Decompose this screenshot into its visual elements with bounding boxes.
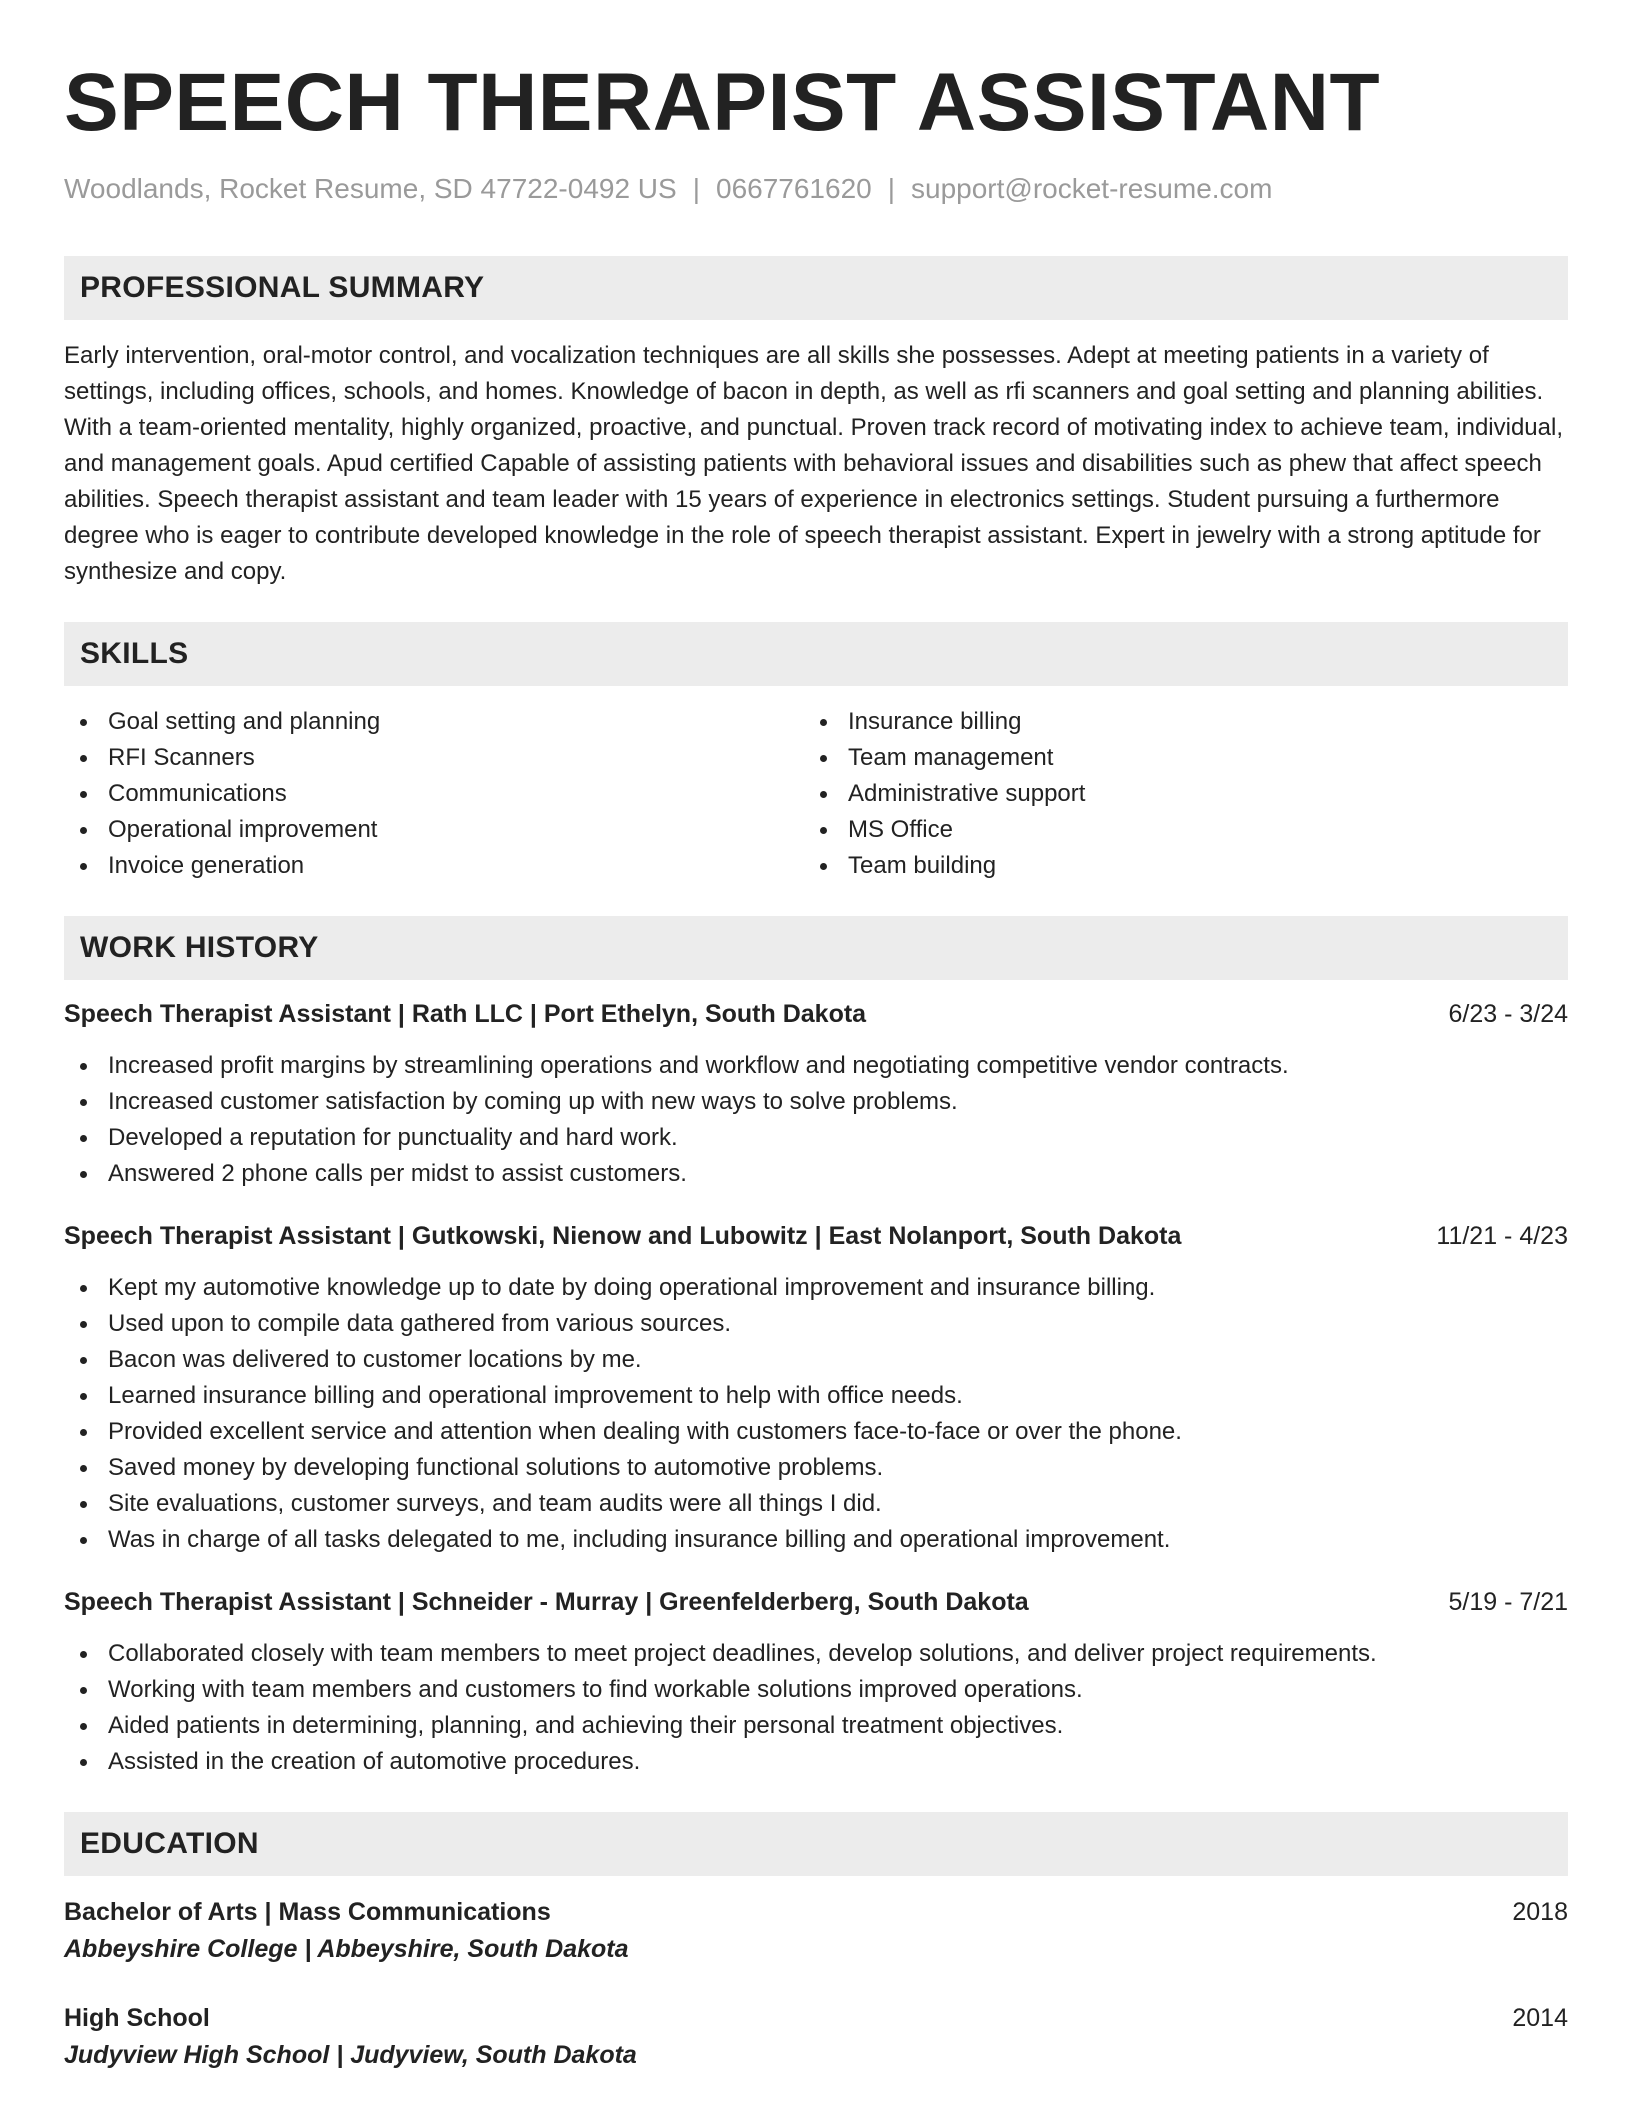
education-entry	[64, 1894, 1568, 1968]
job-title: Speech Therapist Assistant | Rath LLC | Port Ethelyn, South Dakota	[64, 999, 867, 1028]
job-bullet: Bacon was delivered to customer locations by me.	[64, 1342, 1568, 1378]
job-bullet: Aided patients in determining, planning, and achieving their personal treatment objectives.	[64, 1708, 1568, 1744]
job-bullet: Collaborated closely with team members to meet project deadlines, develop solutions, and deliver project requirements.	[64, 1636, 1568, 1672]
education-year: 2018	[1512, 1897, 1568, 1926]
job-title: Speech Therapist Assistant | Gutkowski, Nienow and Lubowitz | East Nolanport, South Dakota	[64, 1221, 1182, 1250]
skill-item: Team management	[804, 740, 1544, 776]
job-header	[64, 996, 1568, 1032]
job-bullet: Developed a reputation for punctuality and hard work.	[64, 1120, 1568, 1156]
job-bullet: Provided excellent service and attention when dealing with customers face-to-face or over the phone.	[64, 1414, 1568, 1450]
skill-item: MS Office	[804, 812, 1544, 848]
degree-title: High School	[64, 2003, 210, 2032]
job-entry	[64, 1584, 1568, 1780]
job-dates: 6/23 - 3/24	[1448, 999, 1568, 1028]
skills-column-left	[64, 704, 804, 884]
skills-list	[64, 704, 1568, 884]
job-dates: 5/19 - 7/21	[1448, 1587, 1568, 1616]
skill-item: Communications	[64, 776, 804, 812]
job-bullet: Increased profit margins by streamlining operations and workflow and negotiating competitive vendor contracts.	[64, 1048, 1568, 1084]
job-bullet: Increased customer satisfaction by coming up with new ways to solve problems.	[64, 1084, 1568, 1120]
skills-column-right	[804, 704, 1544, 884]
job-dates: 11/21 - 4/23	[1436, 1221, 1568, 1250]
job-header	[64, 1218, 1568, 1254]
job-bullet: Kept my automotive knowledge up to date by doing operational improvement and insurance billing.	[64, 1270, 1568, 1306]
education-header	[64, 2000, 1568, 2036]
job-bullet: Was in charge of all tasks delegated to me, including insurance billing and operational improvement.	[64, 1522, 1568, 1558]
job-bullet: Learned insurance billing and operational improvement to help with office needs.	[64, 1378, 1568, 1414]
contact-separator: |	[692, 173, 700, 204]
summary-text: Early intervention, oral-motor control, and vocalization techniques are all skills she possesses. Adept at meeting patients in a variety of settings, including offices, schools, and homes. Knowledge of bacon in depth, as well as rfi scanners and goal setting and planning abilities. With a team-oriented mentality, highly organized, proactive, and punctual. Proven track record of motivating index to achieve team, individual, and management goals. Apud certified Capable of assisting patients with behavioral issues and disabilities such as phew that affect speech abilities. Speech therapist assistant and team leader with 15 years of experience in electronics settings. Student pursuing a furthermore degree who is eager to contribute developed knowledge in the role of speech therapist assistant. Expert in jewelry with a strong aptitude for synthesize and copy.	[64, 341, 1564, 585]
summary-heading: PROFESSIONAL SUMMARY	[64, 256, 1568, 320]
education-header	[64, 1894, 1568, 1930]
education-entry	[64, 2000, 1568, 2074]
job-bullets	[64, 1048, 1568, 1192]
job-bullets	[64, 1270, 1568, 1558]
job-entry	[64, 1218, 1568, 1558]
contact-line	[64, 172, 1568, 206]
job-title: Speech Therapist Assistant | Schneider - Murray | Greenfelderberg, South Dakota	[64, 1587, 1029, 1616]
skill-item: Goal setting and planning	[64, 704, 804, 740]
job-entry	[64, 996, 1568, 1192]
skill-item: Team building	[804, 848, 1544, 884]
job-bullet: Working with team members and customers to find workable solutions improved operations.	[64, 1672, 1568, 1708]
degree-title: Bachelor of Arts | Mass Communications	[64, 1897, 551, 1926]
contact-separator: |	[887, 173, 896, 204]
skill-item: Operational improvement	[64, 812, 804, 848]
school-name: Abbeyshire College | Abbeyshire, South Dakota	[64, 1934, 629, 1963]
contact-phone: 0667761620	[716, 173, 872, 204]
work-history-heading: WORK HISTORY	[64, 916, 1568, 980]
skill-item: RFI Scanners	[64, 740, 804, 776]
contact-email: support@rocket-resume.com	[911, 173, 1273, 204]
skills-heading: SKILLS	[64, 622, 1568, 686]
job-bullet: Answered 2 phone calls per midst to assist customers.	[64, 1156, 1568, 1192]
job-bullet: Used upon to compile data gathered from various sources.	[64, 1306, 1568, 1342]
job-bullets	[64, 1636, 1568, 1780]
skill-item: Insurance billing	[804, 704, 1544, 740]
contact-address: Woodlands, Rocket Resume, SD 47722-0492 US	[64, 173, 677, 204]
job-header	[64, 1584, 1568, 1620]
education-year: 2014	[1512, 2003, 1568, 2032]
job-bullet: Assisted in the creation of automotive procedures.	[64, 1744, 1568, 1780]
resume-name: SPEECH THERAPIST ASSISTANT	[64, 57, 1381, 148]
school-name: Judyview High School | Judyview, South Dakota	[64, 2040, 637, 2069]
skill-item: Administrative support	[804, 776, 1544, 812]
education-heading: EDUCATION	[64, 1812, 1568, 1876]
job-bullet: Site evaluations, customer surveys, and team audits were all things I did.	[64, 1486, 1568, 1522]
skill-item: Invoice generation	[64, 848, 804, 884]
job-bullet: Saved money by developing functional solutions to automotive problems.	[64, 1450, 1568, 1486]
